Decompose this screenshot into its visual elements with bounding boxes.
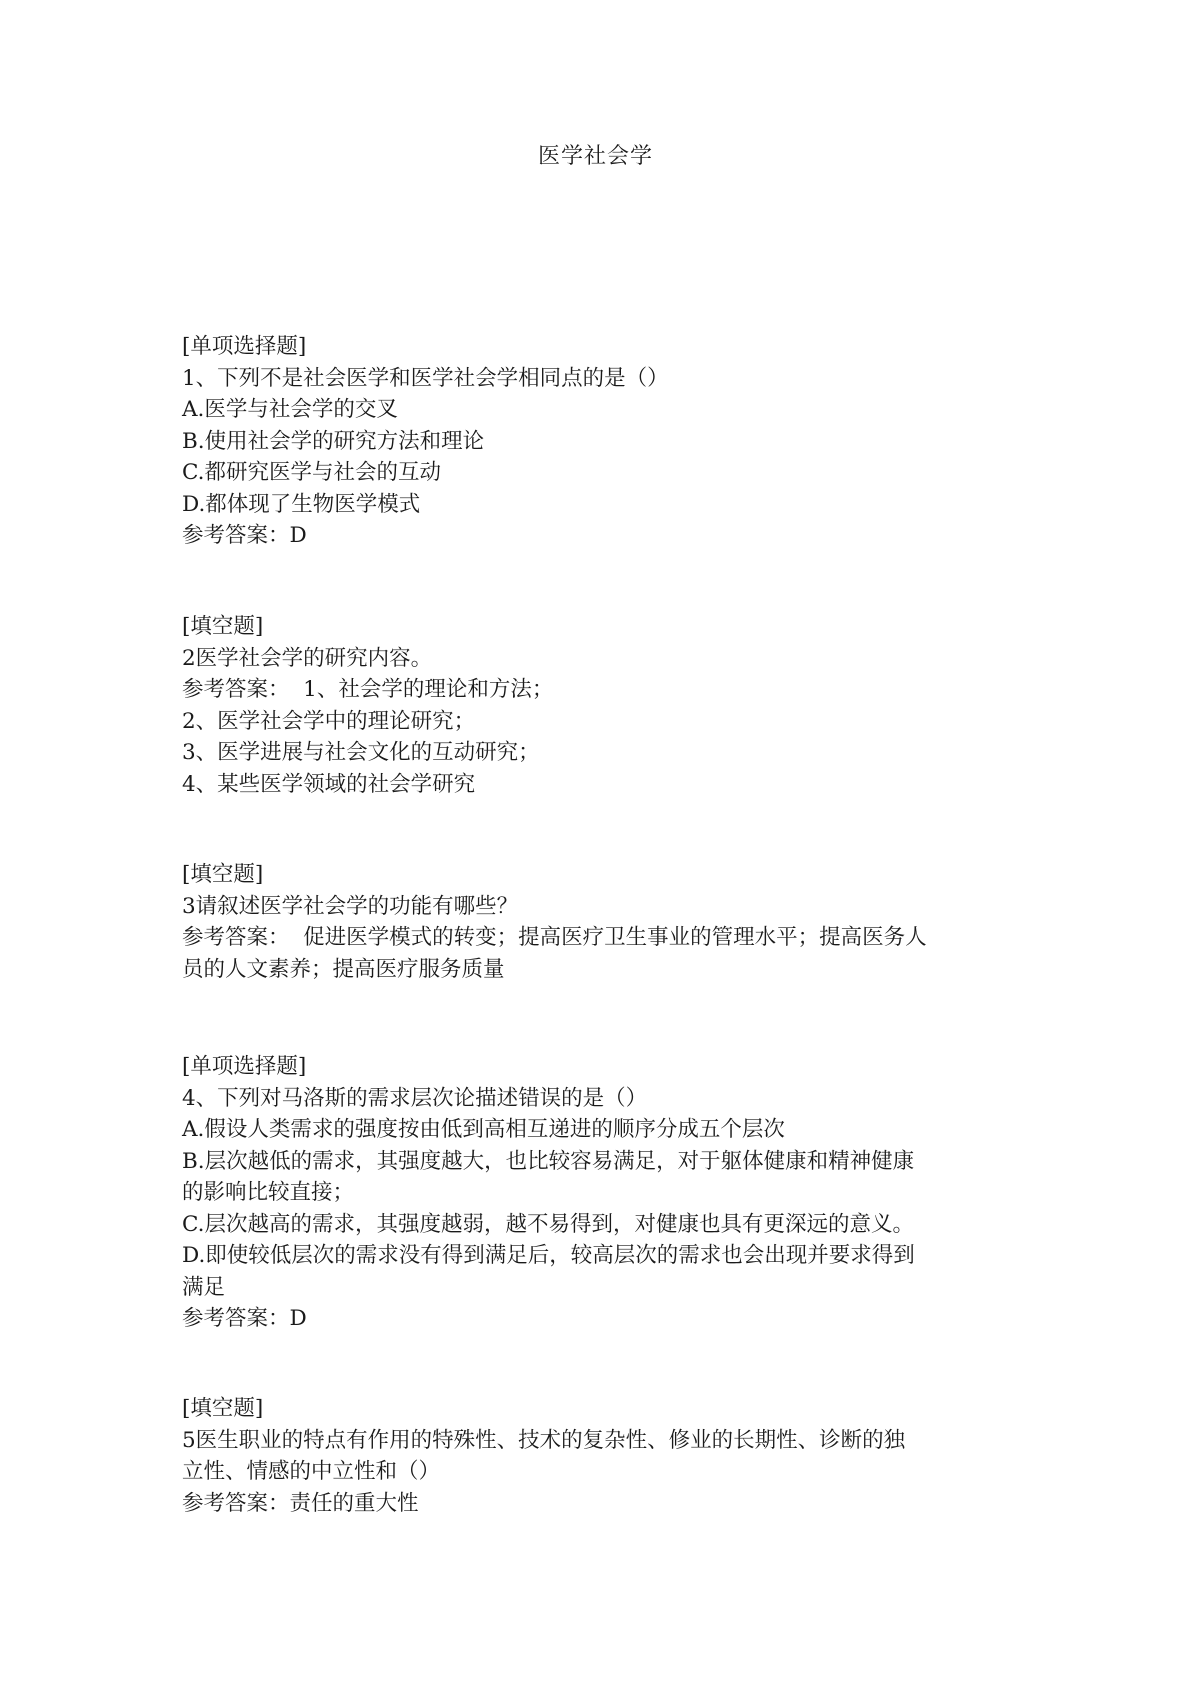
reference-answer-line: 4、某些医学领域的社会学研究: [182, 771, 476, 797]
reference-answer-line: 3、医学进展与社会文化的互动研究；: [182, 740, 540, 765]
document-title: 医学社会学: [537, 144, 653, 169]
reference-answer-line: 参考答案： 1、社会学的理论和方法；: [182, 677, 554, 702]
option-d: D.都体现了生物医学模式: [182, 491, 421, 517]
question-2: [182, 611, 1012, 800]
reference-answer: 参考答案：D: [182, 1306, 307, 1331]
question-1: [182, 331, 1012, 552]
option-b: B.使用社会学的研究方法和理论: [182, 428, 485, 454]
reference-answer: 参考答案：责任的重大性: [182, 1490, 419, 1516]
question-type-label: [单项选择题]: [182, 1054, 307, 1079]
question-stem: 4、下列对马洛斯的需求层次论描述错误的是（）: [182, 1085, 648, 1111]
question-stem: 3请叙述医学社会学的功能有哪些？: [182, 893, 519, 919]
question-type-label: [填空题]: [182, 1396, 264, 1421]
option-c: C.都研究医学与社会的互动: [182, 460, 442, 485]
option-line: D.即使较低层次的需求没有得到满足后，较高层次的需求也会出现并要求得到: [182, 1243, 915, 1268]
option-line: 的影响比较直接；: [182, 1180, 355, 1205]
question-5: [182, 1393, 1012, 1519]
question-4: [182, 1051, 1012, 1335]
reference-answer-line: 2、医学社会学中的理论研究；: [182, 708, 476, 734]
question-type-label: [单项选择题]: [182, 334, 307, 359]
question-type-label: [填空题]: [182, 862, 264, 887]
option-line: A.假设人类需求的强度按由低到高相互递进的顺序分成五个层次: [182, 1117, 785, 1142]
question-type-label: [填空题]: [182, 614, 264, 639]
reference-answer-line: 参考答案： 促进医学模式的转变；提高医疗卫生事业的管理水平；提高医务人: [182, 925, 927, 950]
question-stem-line: 5医生职业的特点有作用的特殊性、技术的复杂性、修业的长期性、诊断的独: [182, 1427, 906, 1453]
option-line: B.层次越低的需求，其强度越大，也比较容易满足，对于躯体健康和精神健康: [182, 1148, 915, 1174]
option-line: C.层次越高的需求，其强度越弱，越不易得到，对健康也具有更深远的意义。: [182, 1211, 915, 1237]
option-a: A.医学与社会学的交叉: [182, 397, 398, 422]
question-stem: 2医学社会学的研究内容。: [182, 645, 433, 671]
reference-answer-line: 员的人文素养；提高医疗服务质量: [182, 956, 505, 982]
reference-answer: 参考答案：D: [182, 523, 307, 548]
question-3: [182, 859, 1012, 985]
option-line: 满足: [182, 1274, 226, 1300]
question-stem-line: 立性、情感的中立性和（）: [182, 1459, 441, 1484]
question-stem: 1、下列不是社会医学和医学社会学相同点的是（）: [182, 365, 669, 391]
